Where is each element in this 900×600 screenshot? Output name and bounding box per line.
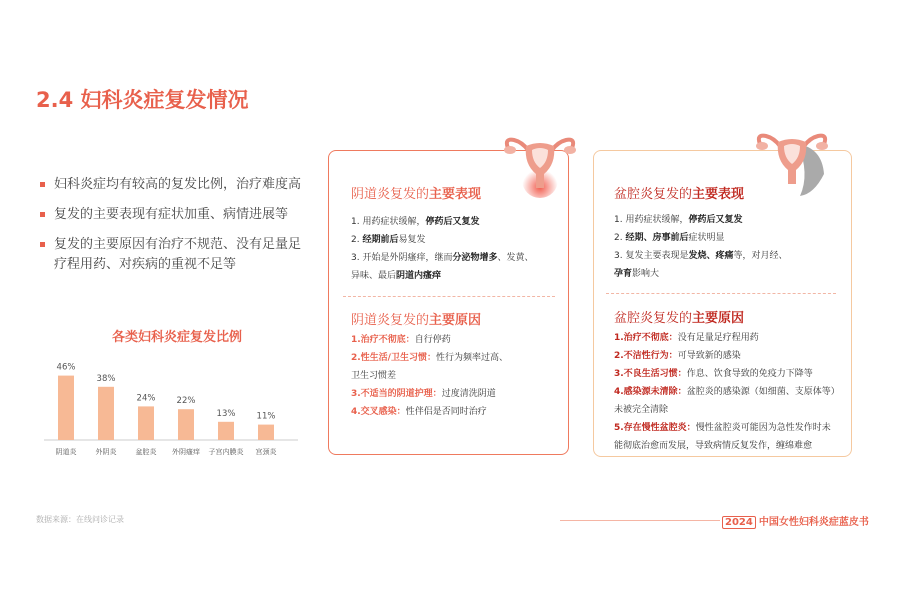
list-line	[614, 211, 787, 229]
list-line	[614, 229, 787, 247]
chart-title: 各类妇科炎症复发比例	[112, 330, 243, 345]
pid-symptoms-title: 盆腔炎复发的主要表现	[614, 187, 745, 202]
text-segment: 2.不洁性行为：	[614, 351, 678, 361]
vaginitis-causes-list	[351, 331, 508, 421]
category-tick-label: 外阴炎	[95, 448, 117, 456]
bullet-square-icon	[40, 182, 45, 187]
text-segment: 没有足量足疗程用药	[677, 333, 759, 343]
text-segment: 、发黄、	[497, 253, 534, 263]
text-segment: 未被完全清除	[614, 405, 669, 415]
summary-bullets	[40, 175, 310, 285]
bar	[178, 409, 194, 440]
list-line	[351, 249, 533, 267]
bar-value-label: 11%	[256, 411, 276, 422]
pid-causes-list	[614, 329, 840, 455]
bar	[98, 387, 114, 440]
report-brand	[722, 513, 869, 529]
footer-divider	[560, 520, 720, 521]
text-segment: 盆腔炎的感染源（如细菌、支原体等）	[686, 387, 840, 397]
text-segment: 孕育	[614, 269, 633, 279]
pelvis-illustration-icon	[752, 124, 834, 200]
text-segment: 经期、房事前后	[625, 233, 689, 243]
pid-causes-title: 盆腔炎复发的主要原因	[614, 311, 745, 326]
list-line	[614, 329, 840, 347]
bullet-square-icon	[40, 242, 45, 247]
category-tick-label: 宫颈炎	[255, 448, 277, 456]
text-segment: 异味、最后	[351, 271, 397, 281]
text-segment: 分泌物增多	[452, 253, 498, 263]
text-segment: 能彻底治愈而发展，导致病情反复发作，缠绵难愈	[614, 441, 813, 451]
list-line	[614, 365, 840, 383]
bar	[218, 422, 234, 440]
bullet-item: 复发的主要表现有症状加重、病情进展等	[40, 205, 310, 225]
divider	[606, 293, 836, 294]
list-line	[614, 347, 840, 365]
text-segment: 5.存在慢性盆腔炎：	[614, 423, 696, 433]
list-line	[351, 267, 533, 285]
list-line	[614, 383, 840, 401]
list-line	[351, 331, 508, 349]
list-line	[351, 231, 533, 249]
list-line	[614, 437, 840, 455]
text-segment: 作息、饮食导致的免疫力下降等	[686, 369, 813, 379]
bar	[58, 376, 74, 440]
list-line	[614, 247, 787, 265]
text-segment: 4.交叉感染：	[351, 407, 406, 417]
text-segment: 经期前后	[362, 235, 399, 245]
text-segment: 3.不适当的阴道护理：	[351, 389, 442, 399]
bar-value-label: 46%	[56, 362, 76, 373]
text-segment: 停药后又复发	[688, 215, 743, 225]
text-segment: 2.	[614, 233, 626, 243]
list-line	[351, 403, 508, 421]
list-line	[614, 419, 840, 437]
category-tick-label: 外阴瘙痒	[172, 448, 200, 456]
bar	[138, 406, 154, 440]
bullet-item: 妇科炎症均有较高的复发比例，治疗难度高	[40, 175, 310, 195]
vaginitis-causes-title: 阴道炎复发的主要原因	[351, 313, 482, 328]
text-segment: 1. 用药症状缓解，	[351, 217, 426, 227]
bar-value-label: 13%	[216, 408, 236, 419]
report-name: 中国女性妇科炎症蓝皮书	[758, 517, 869, 528]
text-segment: 2.	[351, 235, 363, 245]
text-segment: 3. 开始是外阴瘙痒，继而	[351, 253, 453, 263]
category-tick-label: 阴道炎	[55, 448, 77, 456]
text-segment: 易复发	[398, 235, 426, 245]
bar-value-label: 22%	[176, 396, 196, 407]
text-segment: 1. 用药症状缓解，	[614, 215, 689, 225]
list-line	[351, 349, 508, 367]
bar	[258, 425, 274, 440]
bullet-square-icon	[40, 212, 45, 217]
bar-value-label: 24%	[136, 393, 156, 404]
text-segment: 等，对月经、	[733, 251, 788, 261]
text-segment: 1.治疗不彻底：	[351, 335, 415, 345]
bullet-item: 复发的主要原因有治疗不规范、没有足量足疗程用药、对疾病的重视不足等	[40, 235, 310, 275]
text-segment: 2.性生活/卫生习惯：	[351, 353, 436, 363]
text-segment: 影响大	[632, 269, 660, 279]
list-line	[351, 213, 533, 231]
uterus-illustration-icon	[500, 128, 580, 198]
report-year: 2024	[722, 516, 756, 529]
bar-value-label: 38%	[96, 373, 116, 384]
text-segment: 3.不良生活习惯：	[614, 369, 687, 379]
list-line	[614, 401, 840, 419]
text-segment: 自行停药	[414, 335, 451, 345]
vaginitis-symptoms-title: 阴道炎复发的主要表现	[351, 187, 482, 202]
text-segment: 性行为频率过高、	[435, 353, 508, 363]
list-line	[351, 385, 508, 403]
text-segment: 阴道内瘙痒	[396, 271, 442, 281]
pid-symptoms-list	[614, 211, 787, 283]
text-segment: 性伴侣是否同时治疗	[405, 407, 487, 417]
recurrence-bar-chart	[36, 342, 306, 462]
text-segment: 过度清洗阴道	[441, 389, 496, 399]
text-segment: 4.感染源未清除：	[614, 387, 687, 397]
category-tick-label: 子宫内膜炎	[208, 448, 244, 456]
data-source-note: 数据来源：在线问诊记录	[36, 515, 124, 524]
vaginitis-symptoms-list	[351, 213, 533, 285]
text-segment: 停药后又复发	[425, 217, 480, 227]
divider	[343, 296, 555, 297]
text-segment: 症状明显	[688, 233, 725, 243]
page-title: 2.4 妇科炎症复发情况	[36, 88, 249, 112]
text-segment: 1.治疗不彻底：	[614, 333, 678, 343]
list-line	[614, 265, 787, 283]
category-tick-label: 盆腔炎	[135, 448, 157, 456]
text-segment: 发烧、疼痛	[688, 251, 734, 261]
text-segment: 慢性盆腔炎可能因为急性发作时未	[695, 423, 831, 433]
text-segment: 3. 复发主要表现是	[614, 251, 689, 261]
text-segment: 卫生习惯差	[351, 371, 397, 381]
list-line	[351, 367, 508, 385]
text-segment: 可导致新的感染	[677, 351, 741, 361]
